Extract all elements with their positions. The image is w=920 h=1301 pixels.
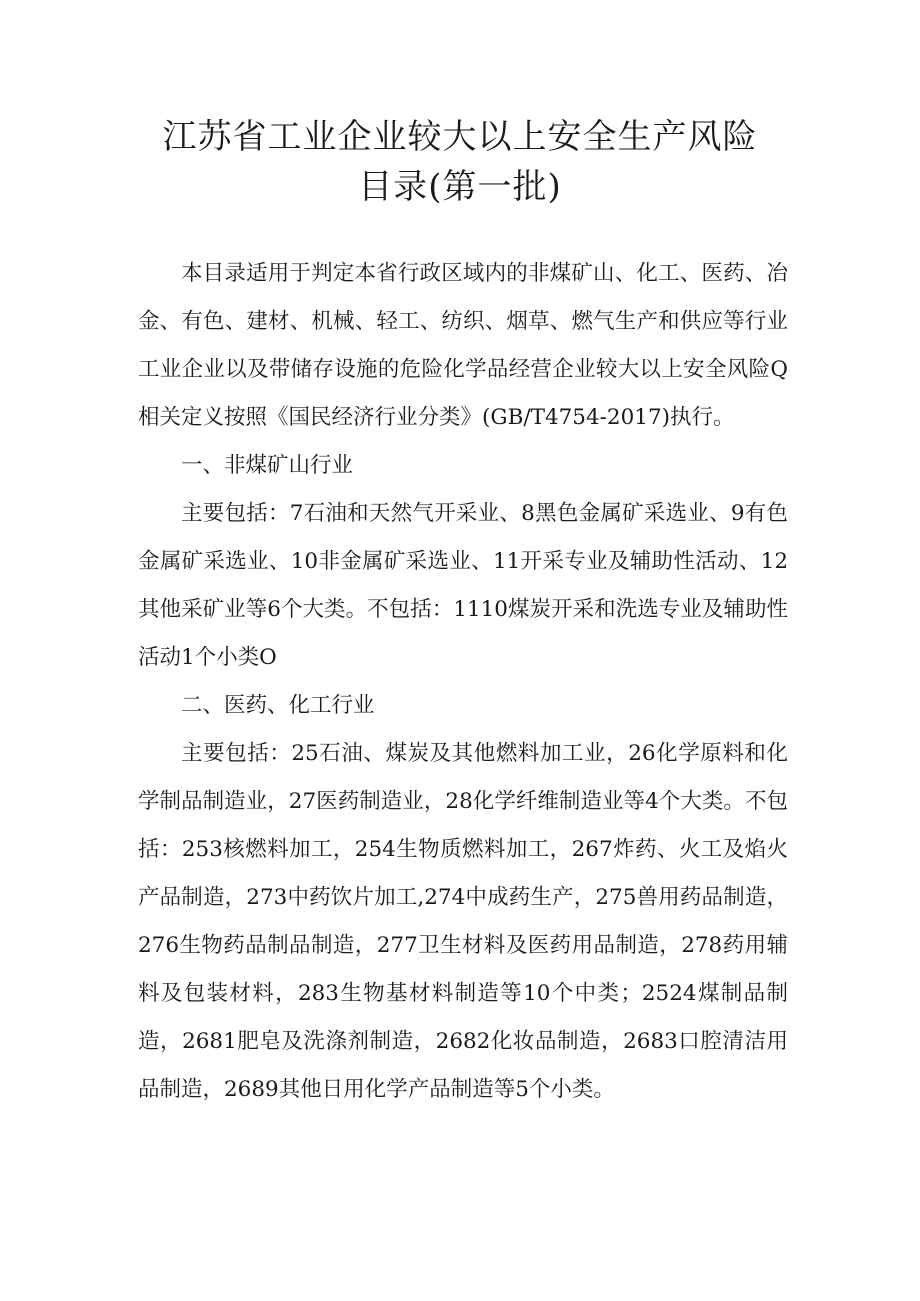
section-1-paragraph: 主要包括：7石油和天然气开采业、8黑色金属矿采选业、9有色金属矿采选业、10非金属矿采选业、11开采专业及辅助性活动、12其他采矿业等6个大类。不包括：1110煤炭开采和洗选专业及辅助性活动1个小类O — [138, 501, 788, 670]
section-2-paragraph: 主要包括：25石油、煤炭及其他燃料加工业，26化学原料和化学制品制造业，27医药制造业，28化学纤维制造业等4个大类。不包括：253核燃料加工，254生物质燃料加工，267炸药、火工及焰火产品制造，273中药饮片加工,274中成药生产，275兽用药品制造，276生物药品制品制造，277卫生材料及医药用品制造，278药用辅料及包装材料，283生物基材料制造等10个中类；2524煤制品制造，2681肥皂及洗涤剂制造，2682化妆品制造，2683口腔清洁用品制造，2689其他日用化学产品制造等5个小类。 — [138, 741, 788, 1102]
section-2-heading: 二、医药、化工行业 — [181, 693, 375, 718]
section-1-heading: 一、非煤矿山行业 — [181, 453, 354, 478]
title-line-2: 目录(第一批) — [358, 167, 562, 207]
intro-paragraph: 本目录适用于判定本省行政区域内的非煤矿山、化工、医药、冶金、有色、建材、机械、轻工、纺织、烟草、燃气生产和供应等行业工业企业以及带储存设施的危险化学品经营企业较大以上安全风险Q相关定义按照《国民经济行业分类》(GB/T4754-2017)执行。 — [138, 261, 788, 430]
document-body — [138, 250, 788, 1114]
document-title — [0, 112, 920, 212]
title-line-1: 江苏省工业企业较大以上安全生产风险 — [162, 117, 758, 157]
